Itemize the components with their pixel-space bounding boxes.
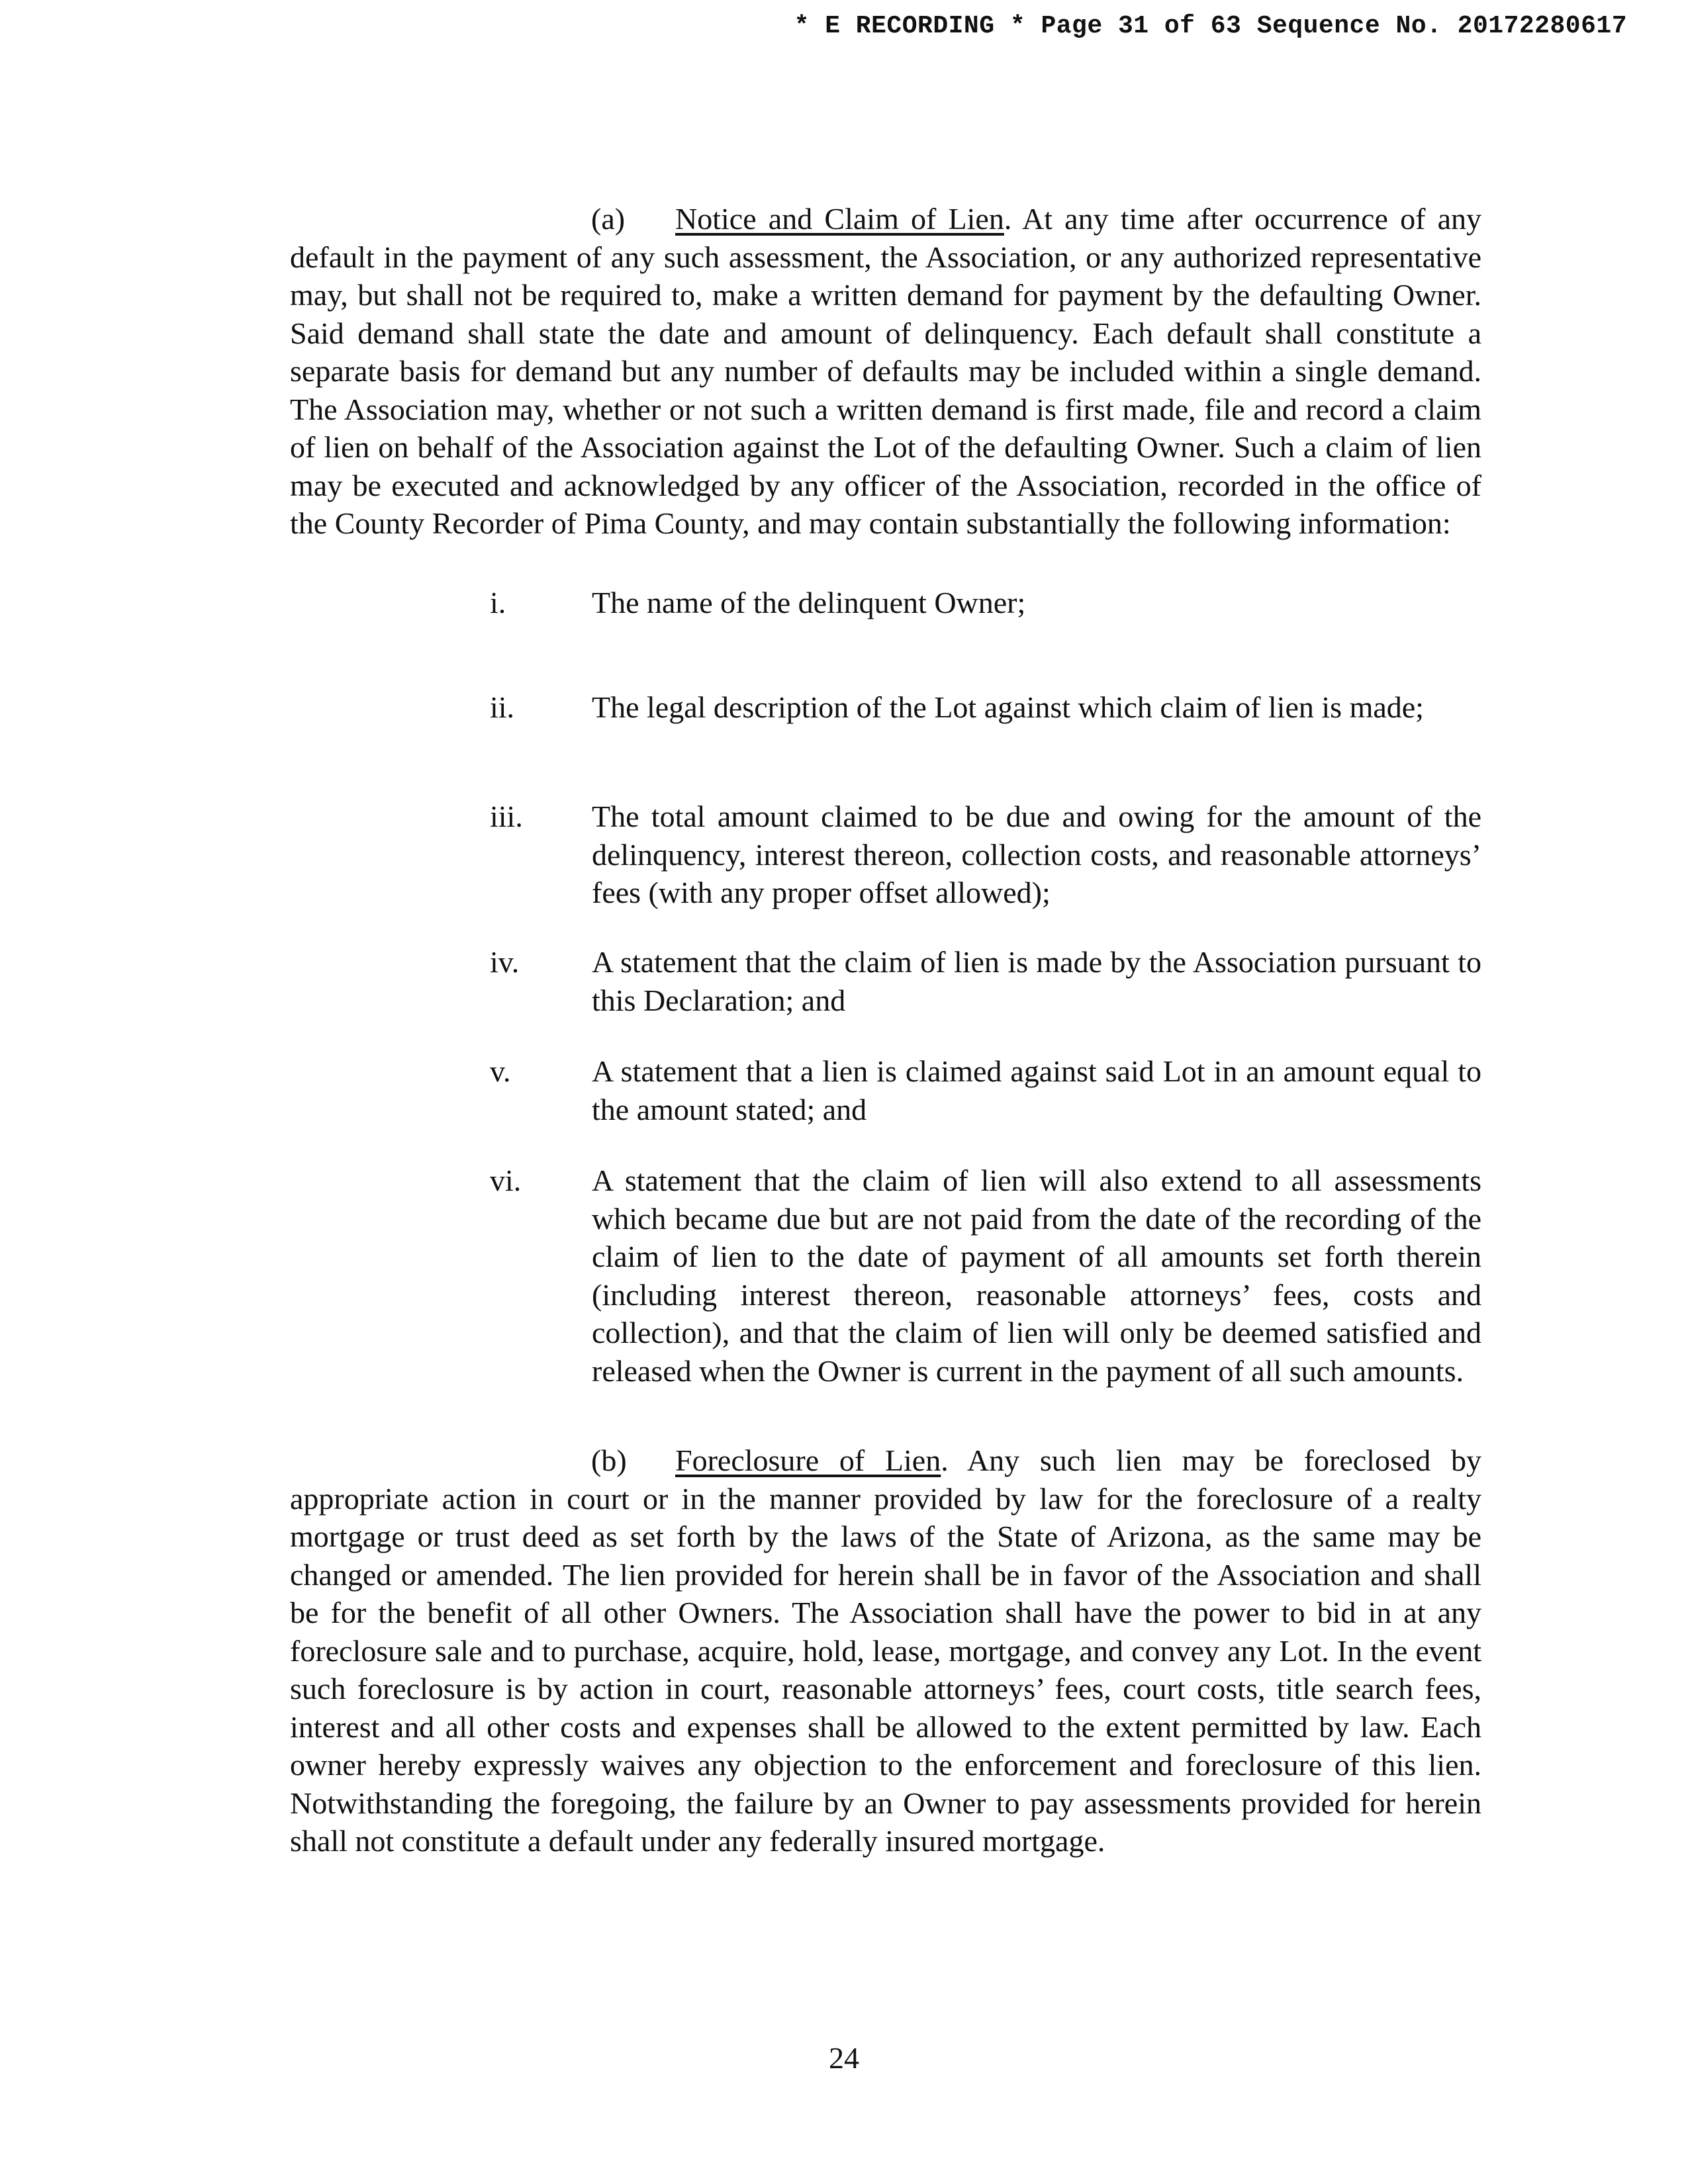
list-item bbox=[490, 943, 1481, 1019]
paragraph-a-text: . At any time after occurrence of any default in the payment of any such assessment, the Association, or any authorized representative may, but shall not be required to, make a written demand for payment by the defaulting Owner. Said demand shall state the date and amount of delinquency. Each default shall constitute a separate basis for demand but any number of defaults may be included within a single demand. The Association may, whether or not such a written demand is first made, file and record a claim of lien on behalf of the Association against the Lot of the defaulting Owner. Such a claim of lien may be executed and acknowledged by any officer of the Association, recorded in the office of the County Recorder of Pima County, and may contain substantially the following information: bbox=[290, 202, 1481, 540]
list-item-number: i. bbox=[490, 586, 506, 619]
paragraph-a bbox=[290, 200, 1481, 543]
list-item bbox=[490, 1161, 1481, 1390]
list-item-number: iv. bbox=[490, 945, 520, 979]
list-item-text: The total amount claimed to be due and owing for the amount of the delinquency, interest thereon, collection costs, and reasonable attorneys’ fees (with any proper offset allowed); bbox=[592, 799, 1481, 909]
list-item bbox=[490, 688, 1481, 727]
paragraph-a-label: (a) bbox=[591, 202, 626, 236]
list-item-number: vi. bbox=[490, 1163, 522, 1197]
list-item-number: ii. bbox=[490, 690, 515, 724]
list-item bbox=[490, 1052, 1481, 1128]
list-item bbox=[490, 797, 1481, 912]
recording-header: * E RECORDING * Page 31 of 63 Sequence No. 20172280617 bbox=[794, 12, 1627, 40]
list-item-text: A statement that the claim of lien will also extend to all assessments which became due but are not paid from the date of the recording of the claim of lien to the date of payment of all amounts set forth therein (including interest thereon, reasonable attorneys’ fees, costs and collection), and that the claim of lien will only be deemed satisfied and released when the Owner is current in the payment of all such amounts. bbox=[592, 1163, 1481, 1388]
list-item-text: A statement that the claim of lien is made by the Association pursuant to this Declaration; and bbox=[592, 945, 1481, 1017]
list-item-text: A statement that a lien is claimed against said Lot in an amount equal to the amount stated; and bbox=[592, 1054, 1481, 1126]
list-item-number: v. bbox=[490, 1054, 511, 1088]
page-number: 24 bbox=[829, 2041, 859, 2075]
paragraph-b-label: (b) bbox=[591, 1443, 627, 1477]
list-item-number: iii. bbox=[490, 799, 523, 833]
list-item-text: The legal description of the Lot against which claim of lien is made; bbox=[592, 690, 1424, 724]
list-item-text: The name of the delinquent Owner; bbox=[592, 586, 1026, 619]
paragraph-a-heading: Notice and Claim of Lien bbox=[675, 202, 1004, 236]
paragraph-b bbox=[290, 1441, 1481, 1860]
list-item bbox=[490, 584, 1481, 622]
paragraph-b-text: . Any such lien may be foreclosed by appropriate action in court or in the manner provided by law for the foreclosure of a realty mortgage or trust deed as set forth by the laws of the State of Arizona, as the same may be changed or amended. The lien provided for herein shall be in favor of the Association and shall be for the benefit of all other Owners. The Association shall have the power to bid in at any foreclosure sale and to purchase, acquire, hold, lease, mortgage, and convey any Lot. In the event such foreclosure is by action in court, reasonable attorneys’ fees, court costs, title search fees, interest and all other costs and expenses shall be allowed to the extent permitted by law. Each owner hereby expressly waives any objection to the enforcement and foreclosure of this lien. Notwithstanding the foregoing, the failure by an Owner to pay assessments provided for herein shall not constitute a default under any federally insured mortgage. bbox=[290, 1443, 1481, 1858]
paragraph-b-heading: Foreclosure of Lien bbox=[675, 1443, 941, 1477]
